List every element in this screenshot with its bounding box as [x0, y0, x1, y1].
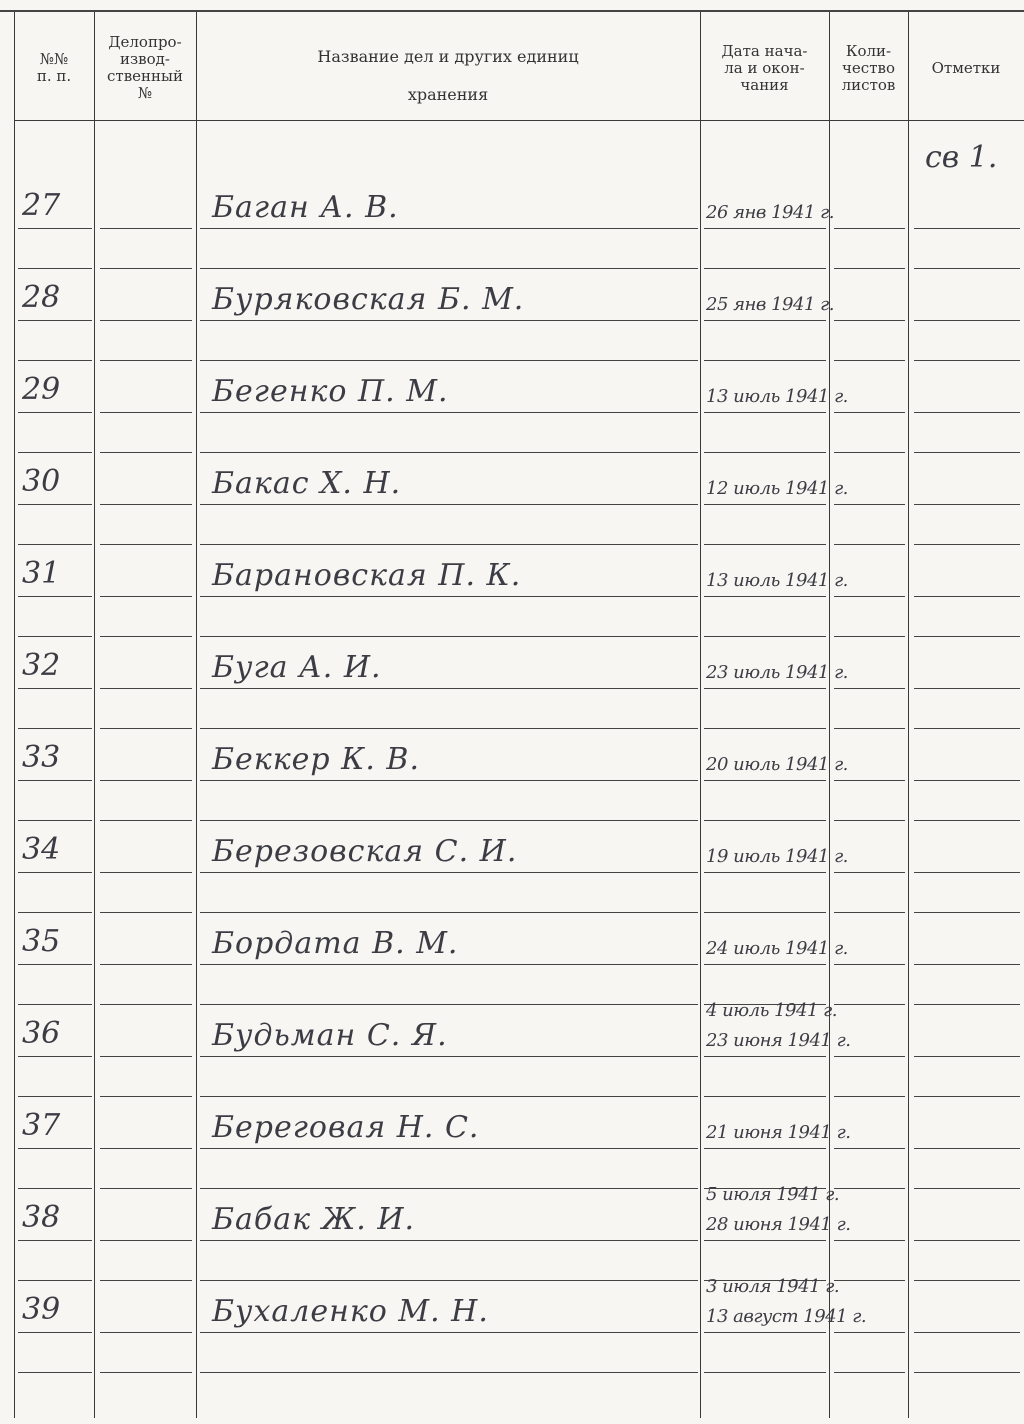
ruled-line — [834, 780, 905, 781]
ruled-line — [704, 228, 826, 229]
ruled-line — [914, 1188, 1020, 1189]
table-row — [0, 732, 1024, 827]
ruled-line — [704, 504, 826, 505]
ruled-line — [18, 1332, 92, 1333]
ruled-line — [100, 596, 192, 597]
ruled-line — [18, 596, 92, 597]
ruled-line — [834, 1332, 905, 1333]
ruled-line — [100, 1148, 192, 1149]
ruled-line — [834, 1056, 905, 1057]
ruled-line — [200, 636, 698, 637]
ruled-line — [18, 1004, 92, 1005]
ruled-line — [200, 1280, 698, 1281]
ruled-line — [200, 1188, 698, 1189]
row-number: 35 — [22, 924, 61, 959]
table-row — [0, 1000, 1024, 1103]
ruled-line — [200, 1148, 698, 1149]
ruled-line — [834, 912, 905, 913]
ruled-line — [200, 268, 698, 269]
ruled-line — [18, 1056, 92, 1057]
ruled-line — [704, 268, 826, 269]
row-name: Бегенко П. М. — [212, 374, 449, 409]
ruled-line — [200, 360, 698, 361]
ruled-line — [100, 412, 192, 413]
row-date: 21 июня 1941 г. — [706, 1122, 851, 1143]
row-number: 33 — [22, 740, 61, 775]
ruled-line — [200, 452, 698, 453]
ruled-line — [100, 780, 192, 781]
table-row — [0, 364, 1024, 459]
row-date: 28 июня 1941 г. — [706, 1214, 851, 1235]
ruled-line — [704, 1096, 826, 1097]
ruled-line — [914, 912, 1020, 913]
ruled-line — [100, 872, 192, 873]
ruled-line — [914, 452, 1020, 453]
row-name: Бабак Ж. И. — [212, 1202, 416, 1237]
ruled-line — [18, 360, 92, 361]
row-number: 34 — [22, 832, 61, 867]
header-notes: Отметки — [931, 58, 1001, 77]
ruled-line — [100, 1280, 192, 1281]
ruled-line — [100, 688, 192, 689]
row-name: Бордата В. М. — [212, 926, 459, 961]
ruled-line — [18, 1148, 92, 1149]
row-number: 28 — [22, 280, 61, 315]
ruled-line — [914, 872, 1020, 873]
table-row — [0, 1100, 1024, 1195]
ruled-line — [834, 504, 905, 505]
ruled-line — [200, 544, 698, 545]
ruled-line — [100, 1056, 192, 1057]
ruled-line — [100, 360, 192, 361]
ruled-line — [100, 544, 192, 545]
ruled-line — [18, 688, 92, 689]
ruled-line — [704, 872, 826, 873]
ruled-line — [200, 872, 698, 873]
ruled-line — [834, 228, 905, 229]
row-date: 13 июль 1941 г. — [706, 386, 848, 407]
ruled-line — [834, 412, 905, 413]
row-name: Береговая Н. С. — [212, 1110, 480, 1145]
row-number: 27 — [22, 188, 61, 223]
ruled-line — [200, 728, 698, 729]
row-date: 13 июль 1941 г. — [706, 570, 848, 591]
ruled-line — [200, 228, 698, 229]
ruled-line — [914, 1096, 1020, 1097]
ruled-line — [914, 1004, 1020, 1005]
ruled-line — [200, 1004, 698, 1005]
ruled-line — [100, 1332, 192, 1333]
table-row — [0, 824, 1024, 919]
table-row — [0, 272, 1024, 367]
ruled-line — [200, 320, 698, 321]
ruled-line — [834, 872, 905, 873]
ruled-line — [200, 504, 698, 505]
ruled-line — [200, 1056, 698, 1057]
ruled-line — [18, 820, 92, 821]
ruled-line — [834, 268, 905, 269]
ruled-line — [834, 320, 905, 321]
ruled-line — [704, 544, 826, 545]
row-date: 23 июня 1941 г. — [706, 1030, 851, 1051]
ruled-line — [834, 1188, 905, 1189]
header-number: №№ п. п. — [36, 50, 72, 85]
ruled-line — [18, 964, 92, 965]
ruled-line — [18, 228, 92, 229]
ruled-line — [914, 820, 1020, 821]
ruled-line — [18, 504, 92, 505]
ruled-line — [100, 964, 192, 965]
row-number: 37 — [22, 1108, 61, 1143]
ruled-line — [200, 688, 698, 689]
ruled-line — [914, 964, 1020, 965]
ruled-line — [914, 1056, 1020, 1057]
ruled-line — [18, 268, 92, 269]
ruled-line — [100, 728, 192, 729]
ruled-line — [18, 872, 92, 873]
row-date: 13 август 1941 г. — [706, 1306, 867, 1327]
ruled-line — [704, 636, 826, 637]
ruled-line — [914, 636, 1020, 637]
ruled-line — [914, 544, 1020, 545]
row-number: 31 — [22, 556, 61, 591]
ruled-line — [704, 1148, 826, 1149]
ruled-line — [200, 964, 698, 965]
header-title: Название дел и других единиц хранения — [317, 47, 579, 104]
ruled-line — [834, 636, 905, 637]
notes-mark: св 1. — [925, 140, 998, 175]
row-number: 30 — [22, 464, 61, 499]
ruled-line — [100, 452, 192, 453]
ruled-line — [834, 728, 905, 729]
ruled-line — [914, 1332, 1020, 1333]
ruled-line — [200, 780, 698, 781]
ruled-line — [914, 1148, 1020, 1149]
ruled-line — [834, 688, 905, 689]
ruled-line — [200, 912, 698, 913]
ruled-line — [704, 688, 826, 689]
row-number: 29 — [22, 372, 61, 407]
row-date-extra: 5 июля 1941 г. — [706, 1184, 840, 1205]
ruled-line — [18, 544, 92, 545]
row-name: Будьман С. Я. — [212, 1018, 448, 1053]
ruled-line — [834, 1096, 905, 1097]
ruled-line — [100, 636, 192, 637]
ruled-line — [834, 1372, 905, 1373]
ruled-line — [914, 780, 1020, 781]
row-date: 25 янв 1941 г. — [706, 294, 834, 315]
ruled-line — [100, 1240, 192, 1241]
ruled-line — [834, 1004, 905, 1005]
ruled-line — [200, 596, 698, 597]
ruled-line — [704, 1056, 826, 1057]
ruled-line — [100, 320, 192, 321]
ruled-line — [914, 596, 1020, 597]
ruled-line — [18, 912, 92, 913]
ruled-line — [100, 912, 192, 913]
ruled-line — [704, 412, 826, 413]
header-rule — [14, 120, 1024, 121]
table-row — [0, 1276, 1024, 1379]
ruled-line — [704, 1372, 826, 1373]
ruled-line — [18, 1240, 92, 1241]
row-name: Буга А. И. — [212, 650, 382, 685]
row-date-extra: 4 июль 1941 г. — [706, 1000, 837, 1021]
ruled-line — [100, 1004, 192, 1005]
ruled-line — [914, 320, 1020, 321]
ruled-line — [834, 1240, 905, 1241]
row-date: 12 июль 1941 г. — [706, 478, 848, 499]
ruled-line — [914, 504, 1020, 505]
table-row — [0, 1184, 1024, 1287]
ruled-line — [704, 360, 826, 361]
ruled-line — [704, 1332, 826, 1333]
ruled-line — [704, 780, 826, 781]
ruled-line — [914, 412, 1020, 413]
ruled-line — [100, 820, 192, 821]
top-rule — [0, 10, 1024, 12]
ruled-line — [914, 268, 1020, 269]
row-name: Буряковская Б. М. — [212, 282, 525, 317]
ruled-line — [834, 452, 905, 453]
table-row — [0, 640, 1024, 735]
row-date: 24 июль 1941 г. — [706, 938, 848, 959]
ruled-line — [914, 228, 1020, 229]
ruled-line — [914, 1280, 1020, 1281]
ruled-line — [834, 1148, 905, 1149]
ruled-line — [100, 1096, 192, 1097]
row-number: 38 — [22, 1200, 61, 1235]
row-number: 39 — [22, 1292, 61, 1327]
ruled-line — [200, 1096, 698, 1097]
ruled-line — [834, 1280, 905, 1281]
table-row — [0, 916, 1024, 1011]
ruled-line — [834, 964, 905, 965]
ruled-line — [100, 268, 192, 269]
row-date-extra: 3 июля 1941 г. — [706, 1276, 840, 1297]
ruled-line — [200, 412, 698, 413]
row-name: Бухаленко М. Н. — [212, 1294, 489, 1329]
ruled-line — [100, 1188, 192, 1189]
ruled-line — [18, 780, 92, 781]
ruled-line — [18, 1280, 92, 1281]
ruled-line — [100, 228, 192, 229]
header-dates: Дата нача- ла и окон- чания — [721, 41, 808, 94]
ruled-line — [18, 636, 92, 637]
ruled-line — [100, 1372, 192, 1373]
row-date: 20 июль 1941 г. — [706, 754, 848, 775]
ruled-line — [914, 728, 1020, 729]
ruled-line — [18, 412, 92, 413]
ruled-line — [704, 728, 826, 729]
ruled-line — [704, 596, 826, 597]
ruled-line — [704, 452, 826, 453]
ruled-line — [18, 320, 92, 321]
ruled-line — [18, 1188, 92, 1189]
table-row — [0, 548, 1024, 643]
ruled-line — [200, 1332, 698, 1333]
ruled-line — [704, 912, 826, 913]
ruled-line — [704, 1240, 826, 1241]
ruled-line — [914, 1372, 1020, 1373]
row-date: 26 янв 1941 г. — [706, 202, 834, 223]
ruled-line — [834, 544, 905, 545]
ruled-line — [834, 820, 905, 821]
ruled-line — [914, 688, 1020, 689]
ruled-line — [100, 504, 192, 505]
row-name: Беккер К. В. — [212, 742, 420, 777]
table-row — [0, 180, 1024, 275]
row-number: 36 — [22, 1016, 61, 1051]
table-row — [0, 456, 1024, 551]
row-number: 32 — [22, 648, 61, 683]
row-name: Барановская П. К. — [212, 558, 522, 593]
ruled-line — [834, 596, 905, 597]
ruled-line — [914, 1240, 1020, 1241]
ruled-line — [704, 964, 826, 965]
ruled-line — [18, 1372, 92, 1373]
ruled-line — [18, 1096, 92, 1097]
ruled-line — [18, 728, 92, 729]
row-name: Березовская С. И. — [212, 834, 518, 869]
ruled-line — [704, 820, 826, 821]
row-date: 19 июль 1941 г. — [706, 846, 848, 867]
row-date: 23 июль 1941 г. — [706, 662, 848, 683]
ruled-line — [200, 1240, 698, 1241]
ruled-line — [200, 820, 698, 821]
ruled-line — [18, 452, 92, 453]
header-office-number: Делопро- извод- ственный № — [107, 33, 183, 102]
row-name: Бакас Х. Н. — [212, 466, 402, 501]
row-name: Баган А. В. — [212, 190, 399, 225]
ruled-line — [834, 360, 905, 361]
ruled-line — [200, 1372, 698, 1373]
header-sheet-count: Коли- чество листов — [841, 41, 896, 94]
ruled-line — [704, 320, 826, 321]
ruled-line — [914, 360, 1020, 361]
